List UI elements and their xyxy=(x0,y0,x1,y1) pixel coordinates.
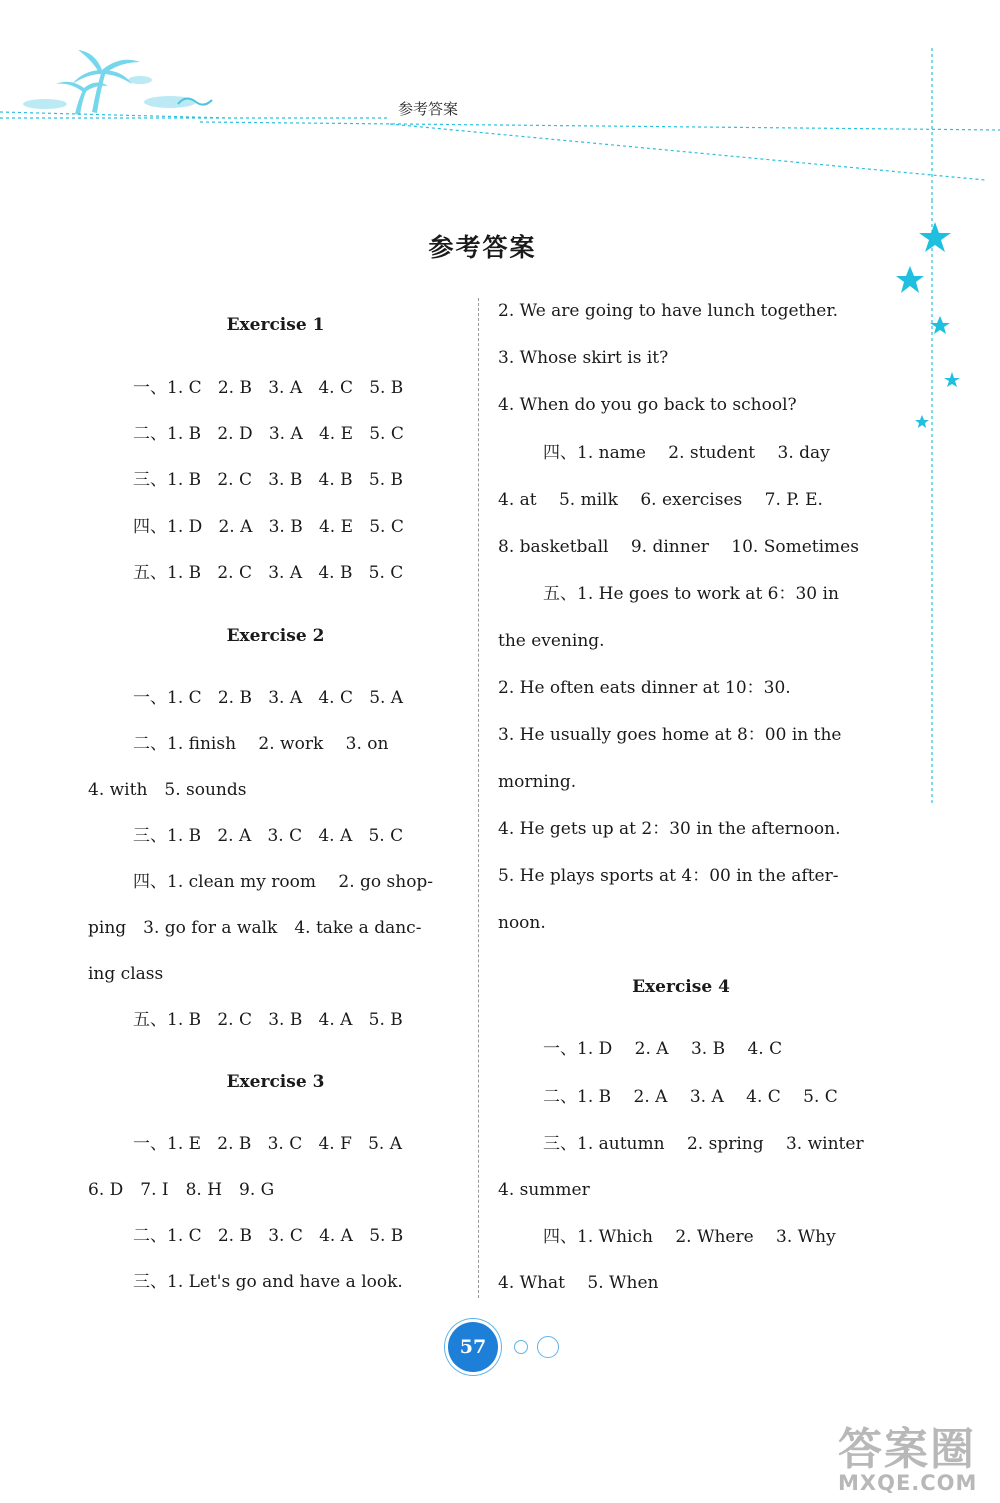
answer-line: 3. He usually goes home at 8：00 in the xyxy=(498,725,842,745)
watermark-en: MXQE.COM xyxy=(838,1471,978,1495)
page-number: 57 xyxy=(448,1322,498,1372)
answer-line: 4. with 5. sounds xyxy=(88,780,247,800)
answer-line: morning. xyxy=(498,772,577,792)
answer-line: 6. D 7. I 8. H 9. G xyxy=(88,1180,275,1200)
answer-line: 三、1. autumn 2. spring 3. winter xyxy=(543,1134,864,1154)
exercise-3-title: Exercise 3 xyxy=(226,1072,325,1092)
answer-line: 4. What 5. When xyxy=(498,1273,659,1293)
palm-tree-icon xyxy=(56,50,140,115)
column-divider xyxy=(478,298,479,1298)
answer-row: 四、1. D 2. A 3. B 4. E 5. C xyxy=(133,517,404,537)
answer-line: noon. xyxy=(498,913,546,933)
running-header: 参考答案 xyxy=(398,100,459,118)
answer-row: 一、1. E 2. B 3. C 4. F 5. A xyxy=(133,1134,403,1154)
exercise-2-title: Exercise 2 xyxy=(226,626,325,646)
star-icon xyxy=(896,266,924,293)
star-icon xyxy=(915,415,929,428)
watermark-cn: 答案圈 xyxy=(838,1424,976,1475)
answer-line: 四、1. name 2. student 3. day xyxy=(543,443,830,463)
answer-line: 一、1. D 2. A 3. B 4. C xyxy=(543,1039,783,1059)
circle-decoration xyxy=(537,1336,559,1358)
circle-decoration xyxy=(514,1340,528,1354)
answer-line: 五、1. He goes to work at 6：30 in xyxy=(543,584,839,604)
page-title: 参考答案 xyxy=(428,233,537,262)
answer-line: 4. He gets up at 2：30 in the afternoon. xyxy=(498,819,841,839)
answer-line: ing class xyxy=(88,964,164,984)
answer-line: 4. summer xyxy=(498,1180,590,1200)
stars-decoration xyxy=(880,200,1000,810)
exercise-1-title: Exercise 1 xyxy=(226,315,325,335)
watermark xyxy=(838,1413,977,1495)
answer-row: 二、1. B 2. D 3. A 4. E 5. C xyxy=(133,424,404,444)
answer-line: 8. basketball 9. dinner 10. Sometimes xyxy=(498,537,859,557)
answer-line: ping 3. go for a walk 4. take a danc- xyxy=(88,918,422,938)
answer-row: 五、1. B 2. C 3. B 4. A 5. B xyxy=(133,1010,403,1030)
answer-line: the evening. xyxy=(498,631,605,651)
answer-line: 2. We are going to have lunch together. xyxy=(498,301,839,321)
answer-line: 二、1. B 2. A 3. A 4. C 5. C xyxy=(543,1087,838,1107)
answer-line: 3. Whose skirt is it? xyxy=(498,348,669,368)
answer-line: 4. at 5. milk 6. exercises 7. P. E. xyxy=(498,490,823,510)
answer-row: 一、1. C 2. B 3. A 4. C 5. A xyxy=(133,688,404,708)
answer-line: 4. When do you go back to school? xyxy=(498,395,797,415)
answer-line: 四、1. Which 2. Where 3. Why xyxy=(543,1227,836,1247)
answer-line: 四、1. clean my room 2. go shop- xyxy=(133,872,434,892)
answer-row: 一、1. C 2. B 3. A 4. C 5. B xyxy=(133,378,404,398)
answer-row: 三、1. B 2. A 3. C 4. A 5. C xyxy=(133,826,404,846)
answer-line: 二、1. finish 2. work 3. on xyxy=(133,734,389,754)
exercise-4-title: Exercise 4 xyxy=(632,977,730,997)
star-icon xyxy=(930,316,950,334)
star-icon xyxy=(944,372,960,387)
answer-row: 五、1. B 2. C 3. A 4. B 5. C xyxy=(133,563,404,583)
answer-line: 三、1. Let's go and have a look. xyxy=(133,1272,403,1292)
header-decoration xyxy=(0,0,1000,200)
answer-line: 2. He often eats dinner at 10：30. xyxy=(498,678,791,698)
answer-line: 5. He plays sports at 4：00 in the after- xyxy=(498,866,839,886)
answer-row: 三、1. B 2. C 3. B 4. B 5. B xyxy=(133,470,404,490)
answer-row: 二、1. C 2. B 3. C 4. A 5. B xyxy=(133,1226,404,1246)
